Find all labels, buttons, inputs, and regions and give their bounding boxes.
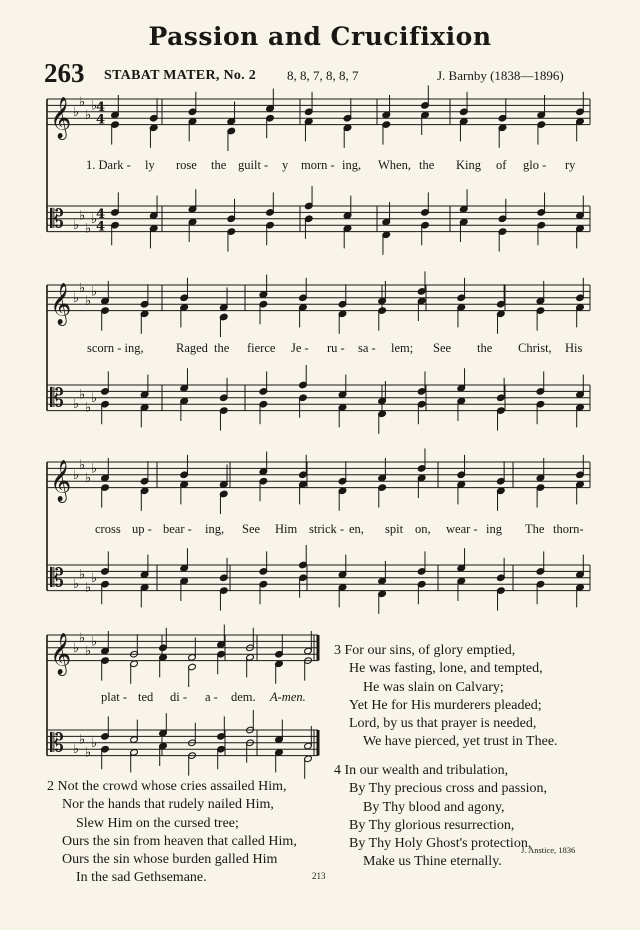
verse-3 — [334, 642, 558, 752]
verse-line: Not the crowd whose cries assailed Him, — [57, 779, 287, 794]
flat-icon: ♭ — [85, 745, 92, 761]
flat-icon: ♭ — [85, 294, 92, 309]
time-signature-digit: 4 — [96, 219, 106, 235]
lyric-syllable: Him — [275, 522, 298, 536]
tenor-clef-icon: 𝄡 — [50, 563, 64, 593]
hymn-number: 263 — [44, 58, 85, 88]
flat-icon: ♭ — [91, 98, 98, 114]
verse-number: 3 — [334, 643, 341, 658]
flat-icon: ♭ — [79, 732, 86, 748]
verse-line: Make us Thine eternally. — [363, 854, 502, 870]
lyric-syllable: up - — [132, 522, 152, 536]
treble-clef-icon: 𝄞 — [50, 633, 72, 675]
flat-icon: ♭ — [79, 387, 86, 403]
flat-icon: ♭ — [73, 104, 80, 120]
flat-icon: ♭ — [79, 281, 86, 297]
verse-number: 4 — [334, 763, 341, 778]
lyric-syllable: sa - — [358, 341, 376, 355]
lyric-syllable: bear - — [163, 522, 192, 536]
verse-line: In the sad Gethsemane. — [76, 870, 207, 886]
flat-icon: ♭ — [79, 95, 86, 111]
treble-clef-icon: 𝄞 — [50, 283, 72, 325]
lyric-syllable: the — [214, 341, 230, 355]
lyric-syllable: spit — [385, 522, 404, 536]
lyric-syllable: the — [477, 341, 493, 355]
verse-number: 2 — [47, 779, 54, 794]
lyric-syllable: Je - — [291, 341, 309, 355]
lyric-syllable: plat - — [101, 690, 128, 704]
flat-icon: ♭ — [79, 208, 86, 224]
verse-line: In our wealth and tribulation, — [344, 763, 509, 778]
flat-icon: ♭ — [91, 390, 98, 406]
flat-icon: ♭ — [73, 577, 80, 593]
flat-icon: ♭ — [73, 467, 80, 483]
lyric-syllable: morn - — [301, 158, 335, 172]
lyric-syllable: ry — [565, 158, 576, 172]
lyric-syllable: Christ, — [518, 341, 552, 355]
flat-icon: ♭ — [91, 634, 98, 650]
lyric-syllable: strick - — [309, 522, 345, 536]
treble-clef-icon: 𝄞 — [50, 97, 72, 139]
lyric-syllable: the — [211, 158, 227, 172]
verse-line: He was slain on Calvary; — [363, 679, 504, 695]
verse-line: Ours the sin whose burden galled Him — [62, 852, 278, 868]
lyric-syllable: King — [456, 158, 481, 172]
flat-icon: ♭ — [91, 461, 98, 477]
verse-line: By Thy precious cross and passion, — [349, 781, 548, 797]
flat-icon: ♭ — [85, 580, 92, 596]
verse-line: By Thy glorious resurrection, — [349, 817, 515, 833]
composer: J. Barnby (1838—1896) — [437, 68, 564, 83]
lyric-syllable: scorn - ing, — [87, 341, 144, 355]
verse-line: Lord, by us that prayer is needed, — [349, 716, 537, 732]
lyric-syllable: y — [282, 158, 289, 172]
section-title: Passion and Crucifixion — [148, 22, 492, 51]
lyric-syllable: thorn- — [553, 522, 584, 536]
lyric-syllable: cross — [95, 522, 121, 536]
tune-name: STABAT MATER, No. 2 — [104, 68, 257, 83]
lyric-syllable: ted — [138, 690, 154, 704]
flat-icon: ♭ — [79, 631, 86, 647]
lyric-syllable: a - — [205, 690, 218, 704]
verse-4 — [334, 762, 547, 872]
page-number: 213 — [312, 871, 326, 881]
flat-icon: ♭ — [85, 644, 92, 659]
flat-icon: ♭ — [91, 735, 98, 751]
tenor-clef-icon: 𝄡 — [50, 728, 64, 758]
verse-line: We have pierced, yet trust in Thee. — [363, 734, 558, 750]
lyric-syllable: Raged — [176, 341, 208, 355]
time-signature-digit: 4 — [96, 99, 106, 115]
lyric-syllable: on, — [415, 522, 431, 536]
hymn-author: J. Anstice, 1836 — [521, 845, 576, 855]
lyric-syllable: fierce — [247, 341, 276, 355]
flat-icon: ♭ — [91, 211, 98, 227]
verse-2 — [47, 778, 297, 888]
lyric-syllable: guilt - — [238, 158, 269, 172]
lyric-syllable: of — [496, 158, 507, 172]
verse-line: Ours the sin from heaven that called Him, — [62, 833, 297, 849]
flat-icon: ♭ — [91, 570, 98, 586]
lyric-syllable: See — [242, 522, 261, 536]
lyric-syllable: rose — [176, 158, 197, 172]
lyric-syllable: glo - — [523, 158, 547, 172]
treble-clef-icon: 𝄞 — [50, 460, 72, 502]
lyric-syllable: wear - — [446, 522, 478, 536]
flat-icon: ♭ — [73, 640, 80, 656]
lyric-syllable: 1. Dark - — [86, 158, 131, 172]
flat-icon: ♭ — [79, 458, 86, 474]
verse-line: He was fasting, lone, and tempted, — [349, 661, 543, 677]
flat-icon: ♭ — [73, 742, 80, 758]
flat-icon: ♭ — [73, 290, 80, 306]
tenor-clef-icon: 𝄡 — [50, 204, 64, 234]
lyric-syllable: See — [433, 341, 452, 355]
lyric-syllable: His — [565, 341, 583, 355]
flat-icon: ♭ — [91, 284, 98, 300]
verse-line: Slew Him on the cursed tree; — [76, 815, 239, 831]
verse-line: By Thy Holy Ghost's protection, — [349, 836, 532, 852]
verse-line: For our sins, of glory emptied, — [344, 643, 516, 658]
lyric-syllable: lem; — [391, 341, 414, 355]
flat-icon: ♭ — [73, 218, 80, 234]
lyric-syllable: di - — [170, 690, 188, 704]
lyric-syllable: dem. — [231, 690, 256, 704]
lyric-syllable: the — [419, 158, 435, 172]
lyric-syllable: ru - — [327, 341, 345, 355]
lyric-syllable: ing, — [205, 522, 225, 536]
lyric-syllable: The — [525, 522, 545, 536]
lyric-syllable: en, — [349, 522, 364, 536]
flat-icon: ♭ — [85, 221, 92, 237]
flat-icon: ♭ — [85, 400, 92, 416]
lyric-syllable: ing, — [342, 158, 362, 172]
verse-line: Nor the hands that rudely nailed Him, — [62, 797, 274, 813]
tenor-clef-icon: 𝄡 — [50, 383, 64, 413]
verse-line: Yet He for His murderers pleaded; — [349, 697, 542, 713]
meter: 8, 8, 7, 8, 8, 7 — [287, 68, 359, 83]
flat-icon: ♭ — [85, 471, 92, 486]
flat-icon: ♭ — [85, 108, 92, 123]
flat-icon: ♭ — [79, 567, 86, 583]
lyric-syllable: When, — [378, 158, 411, 172]
time-signature-digit: 4 — [96, 112, 106, 128]
flat-icon: ♭ — [73, 397, 80, 413]
amen-lyric: A-men. — [270, 690, 306, 704]
lyric-syllable: ly — [145, 158, 155, 172]
time-signature-digit: 4 — [96, 206, 106, 222]
verse-line: By Thy blood and agony, — [363, 799, 505, 815]
lyric-syllable: ing — [486, 522, 502, 536]
